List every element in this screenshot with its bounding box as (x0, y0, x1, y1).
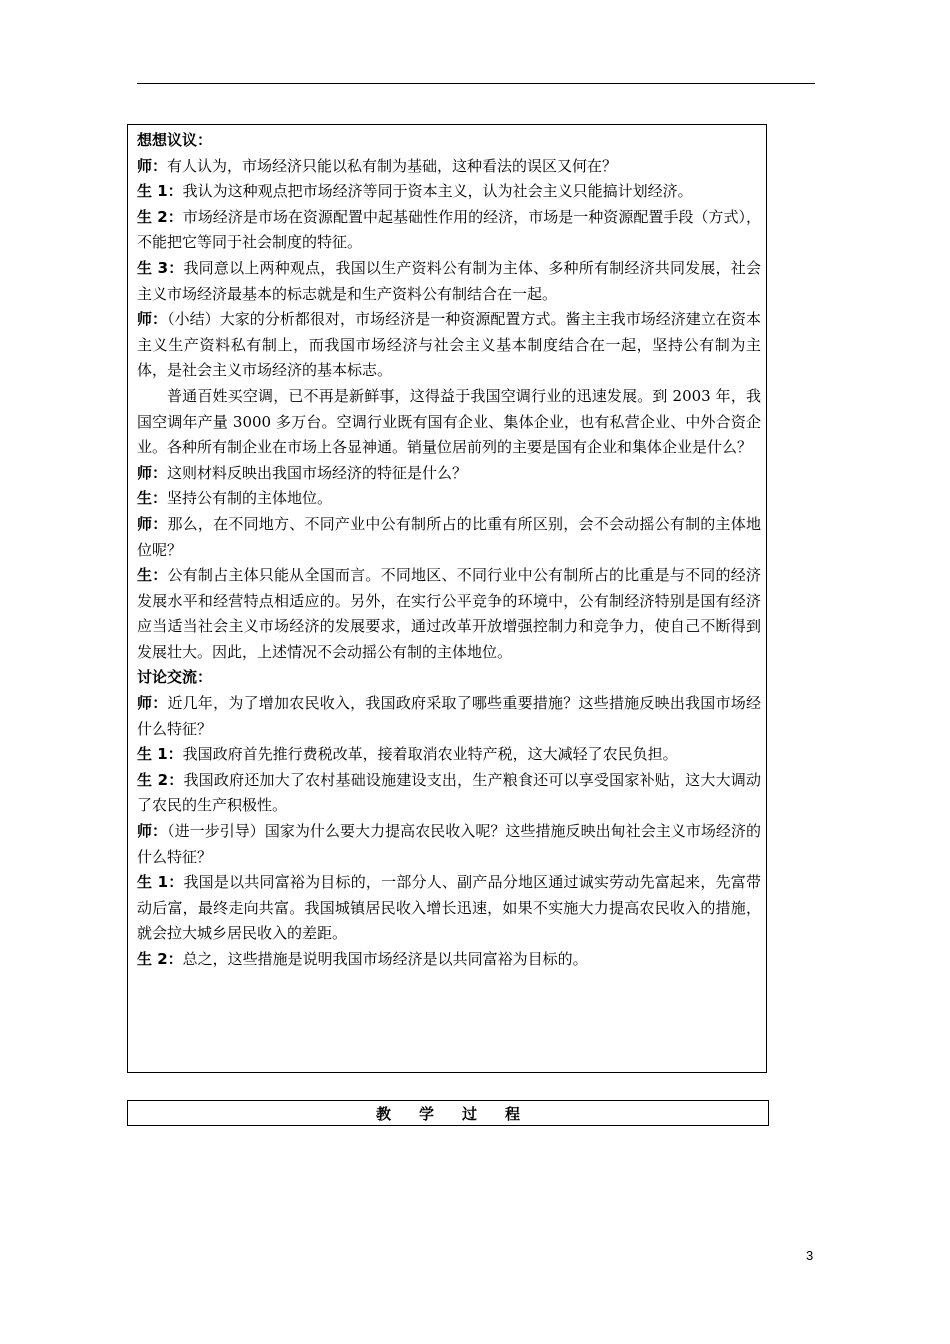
heading-char: 教 (375, 1104, 391, 1123)
heading-char: 过 (462, 1104, 478, 1123)
section-heading-discuss: 讨论交流： (137, 668, 213, 687)
section-heading-think: 想想议议： (137, 131, 213, 149)
dialogue-line: 生 2：我国政府还加大了农村基础设施建设支出，生产粮食还可以享受国家补贴，这大大调动了农民的生产积极性。 (137, 770, 761, 815)
dialogue-line: 师：有人认为，市场经济只能以私有制为基础，这种看法的误区又何在？ (137, 156, 618, 175)
dialogue-line: 师：（小结）大家的分析都很对，市场经济是一种资源配置方式。酱主主我市场经济建立在资本主义生产资料私有制上，而我国市场经济与社会主义基本制度结合在一起，坚持公有制为主体，是社会主义市场经济的基本标志。 (137, 310, 761, 380)
dialogue-line: 生：公有制占主体只能从全国而言。不同地区、不同行业中公有制所占的比重是与不同的经济发展水平和经营特点相适应的。另外，在实行公平竞争的环境中，公有制经济特别是国有经济应当适当社会主义市场经济的发展要求，通过改革开放增强控制力和竞争力，使自己不断得到发展壮大。因此，上述情况不会动摇公有制的主体地位。 (137, 566, 761, 661)
dialogue-line: 生 3：我同意以上两种观点，我国以生产资料公有制为主体、多种所有制经济共同发展，社会主义市场经济最基本的标志就是和生产资料公有制结合在一起。 (137, 258, 761, 303)
dialogue-line: 生 1：我认为这种观点把市场经济等同于资本主义，认为社会主义只能搞计划经济。 (137, 182, 693, 201)
dialogue-line: 生 2：市场经济是市场在资源配置中起基础性作用的经济，市场是一种资源配置手段（方式），不能把它等同于社会制度的特征。 (137, 207, 761, 252)
heading-char: 程 (505, 1104, 521, 1123)
dialogue-line: 生 2：总之，这些措施是说明我国市场经济是以共同富裕为目标的。 (137, 950, 588, 968)
header-rule (137, 83, 815, 84)
lesson-content (137, 128, 761, 973)
dialogue-line: 师：近几年，为了增加农民收入，我国政府采取了哪些重要措施？这些措施反映出我国市场经什么特征？ (137, 694, 761, 738)
heading-char: 学 (418, 1104, 434, 1123)
dialogue-line: 师：那么，在不同地方、不同产业中公有制所占的比重有所区别，会不会动摇公有制的主体地位呢？ (137, 514, 761, 559)
dialogue-line: 师：（进一步引导）国家为什么要大力提高农民收入呢？这些措施反映出甸社会主义市场经济的什么特征？ (137, 822, 761, 866)
material-paragraph: 普通百姓买空调，已不再是新鲜事，这得益于我国空调行业的迅速发展。到 2003 年，我国空调年产量 3000 多万台。空调行业既有国有企业、集体企业，也有私营企业、中外合资企业。各种所有制企业在市场上各显神通。销量位居前列的主要是国有企业和集体企业是什么？ (137, 386, 761, 457)
teaching-process-heading (127, 1100, 769, 1126)
dialogue-line: 师：这则材料反映出我国市场经济的特征是什么？ (137, 463, 468, 482)
page-number: 3 (806, 1248, 814, 1263)
dialogue-line: 生 1：我国是以共同富裕为目标的，一部分人、副产品分地区通过诚实劳动先富起来，先富带动后富，最终走向共富。我国城镇居民收入增长迅速，如果不实施大力提高农民收入的措施，就会拉大城乡居民收入的差距。 (137, 873, 761, 943)
lesson-content-box (127, 124, 767, 1073)
dialogue-line: 生 1：我国政府首先推行费税改革，接着取消农业特产税，这大减轻了农民负担。 (137, 745, 678, 764)
dialogue-line: 生：坚持公有制的主体地位。 (137, 489, 333, 508)
